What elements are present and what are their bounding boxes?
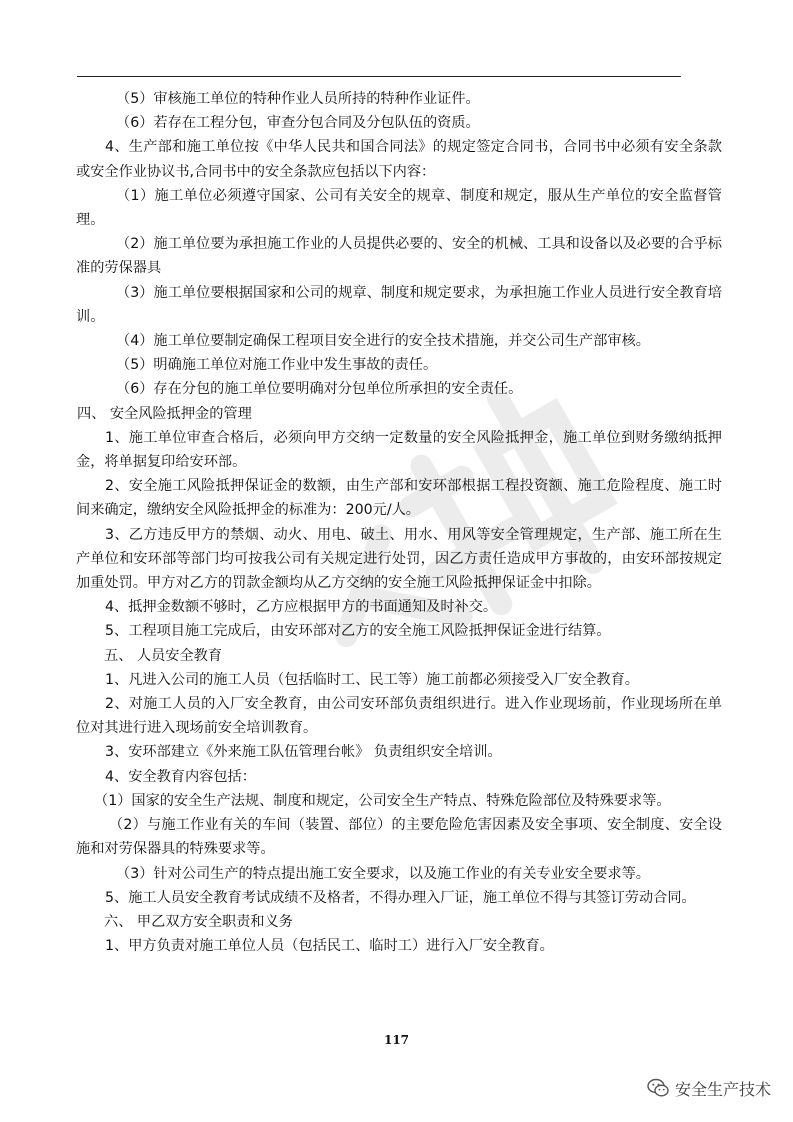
document-body	[76, 87, 722, 958]
paragraph: （3）施工单位要根据国家和公司的规章、制度和规定要求，为承担施工作业人员进行安全教育培训。	[76, 284, 722, 325]
paragraph: 5、工程项目施工完成后，由安环部对乙方的安全施工风险抵押保证金进行结算。	[105, 623, 611, 640]
paragraph: （5）审核施工单位的特种作业人员所持的特种作业证件。	[116, 91, 480, 107]
paragraph: 2、对施工人员的入厂安全教育，由公司安环部负责组织进行。进入作业现场前，作业现场所在单位对其进行进入现场前安全培训教育。	[76, 696, 722, 737]
page-number: 117	[383, 1033, 410, 1047]
section-heading: 五、 人员安全教育	[104, 647, 223, 664]
paragraph: （3）针对公司生产的特点提出施工安全要求，以及施工作业的有关专业安全要求等。	[116, 865, 650, 882]
paragraph: 2、安全施工风险抵押保证金的数额，由生产部和安环部根据工程投资额、施工危险程度、施工时间来确定，缴纳安全风险抵押金的标准为：200元/人。	[76, 478, 722, 519]
header-rule	[77, 76, 681, 77]
paragraph: 3、安环部建立《外来施工队伍管理台帐》 负责组织安全培训。	[105, 744, 502, 761]
section-heading: 四、 安全风险抵押金的管理	[77, 405, 252, 422]
paragraph: 5、施工人员安全教育考试成绩不及格者，不得办理入厂证，施工单位不得与其签订劳动合同。	[105, 889, 696, 906]
paragraph: 1、甲方负责对施工单位人员（包括民工、临时工）进行入厂安全教育。	[105, 938, 554, 955]
paragraph: （1）国家的安全生产法规、制度和规定，公司安全生产特点、特殊危险部位及特殊要求等。	[94, 792, 671, 809]
wechat-icon	[647, 1078, 669, 1098]
paragraph: （2）施工单位要为承担施工作业的人员提供必要的、安全的机械、工具和设备以及必要的合乎标准的劳保器具	[76, 236, 722, 277]
paragraph: （6）若存在工程分包，审查分包合同及分包队伍的资质。	[116, 115, 480, 132]
paragraph: （6）存在分包的施工单位要明确对分包单位所承担的安全责任。	[116, 381, 523, 398]
paragraph: （1）施工单位必须遵守国家、公司有关安全的规章、制度和规定，服从生产单位的安全监督管理。	[76, 187, 722, 229]
paragraph: （2）与施工作业有关的车间（装置、部位）的主要危险危害因素及安全事项、安全制度、安全设施和对劳保器具的特殊要求等。	[76, 817, 722, 858]
paragraph: 4、抵押金数额不够时，乙方应根据甲方的书面通知及时补交。	[105, 599, 498, 616]
paragraph: 3、乙方违反甲方的禁烟、动火、用电、破土、用水、用风等安全管理规定，生产部、施工所在生产单位和安环部等部门均可按我公司有关规定进行处罚，因乙方责任造成甲方事故的，由安环部按规定加重处罚。甲方对乙方的罚款金额均从乙方交纳的安全施工风险抵押保证金中扣除。	[76, 526, 722, 592]
footer-brand	[647, 1075, 771, 1101]
paragraph: （5）明确施工单位对施工作业中发生事故的责任。	[116, 357, 438, 374]
paragraph: 4、生产部和施工单位按《中华人民共和国合同法》的规定签定合同书，合同书中必须有安全条款或安全作业协议书,合同书中的安全条款应包括以下内容：	[76, 139, 722, 180]
paragraph: 1、凡进入公司的施工人员（包括临时工、民工等）施工前都必须接受入厂安全教育。	[105, 671, 639, 688]
footer-brand-label: 安全生产技术	[674, 1079, 771, 1099]
section-heading: 六、 甲乙双方安全职责和义务	[104, 913, 293, 930]
paragraph: 1、施工单位审查合格后，必须向甲方交纳一定数量的安全风险抵押金，施工单位到财务缴纳抵押金，将单据复印给安环部。	[76, 429, 722, 471]
paragraph: 4、安全教育内容包括：	[105, 768, 256, 785]
paragraph: （4）施工单位要制定确保工程项目安全进行的安全技术措施，并交公司生产部审核。	[116, 333, 650, 350]
